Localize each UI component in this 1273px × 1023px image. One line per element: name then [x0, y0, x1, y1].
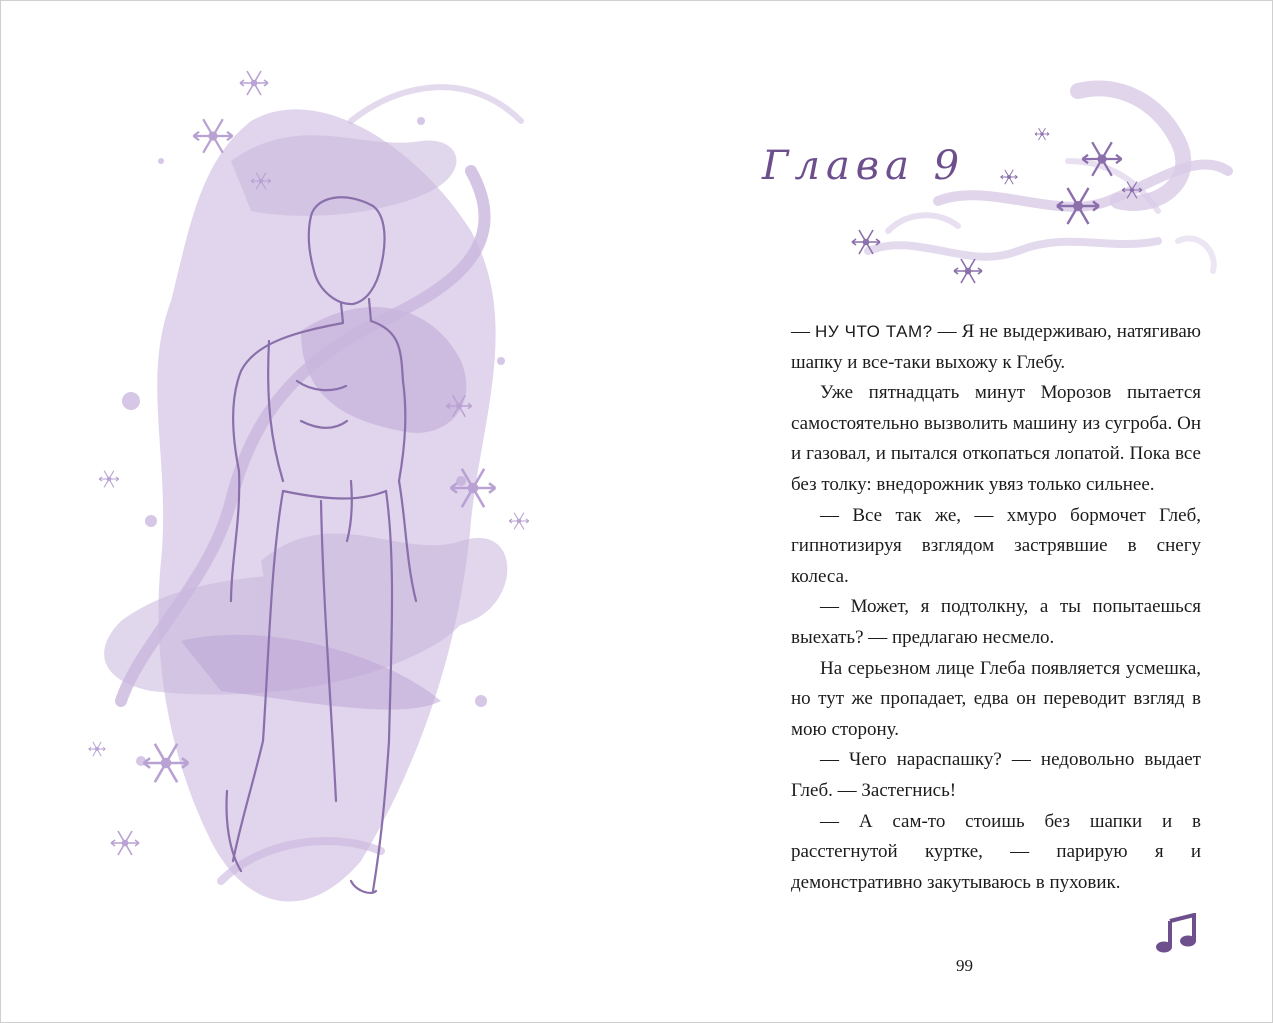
chapter-title: Глава 9	[762, 143, 966, 189]
paragraph: — Все так же, — хмуро бормочет Глеб, гипнотизируя взглядом застрявшие в снегу колеса.	[791, 504, 1201, 587]
right-page	[638, 1, 1272, 1022]
caps-phrase: НУ ЧТО ТАМ?	[815, 322, 933, 341]
page-number: 99	[956, 956, 973, 975]
dash: —	[791, 321, 816, 342]
paragraph: На серьезном лице Глеба появляется усмешка, но тут же пропадает, едва он переводит взгляд в мою сторону.	[791, 657, 1201, 740]
illustration	[1, 1, 637, 1022]
music-note-icon	[1156, 913, 1200, 953]
paragraph: — Чего нараспашку? — недовольно выдает Глеб. — Застегнись!	[791, 749, 1201, 801]
paragraph: — Может, я подтолкну, а ты попытаешься выехать? — предлагаю несмело.	[791, 596, 1201, 648]
left-page	[1, 1, 637, 1022]
paragraph	[791, 317, 1201, 378]
paragraph: — А сам-то стоишь без шапки и в расстегнутой куртке, — парирую я и демонстративно закутываюсь в пуховик.	[791, 810, 1201, 893]
paragraph: Уже пятнадцать минут Морозов пытается самостоятельно вызволить машину из сугроба. Он и газовал, и пытался откопаться лопатой. Пока все без толку: внедорожник увяз только сильнее.	[791, 382, 1201, 495]
chapter-body	[791, 317, 1201, 898]
paragraph-rest: — Я не выдерживаю, натягиваю шапку и все-таки выхожу к Глебу.	[791, 321, 1201, 373]
